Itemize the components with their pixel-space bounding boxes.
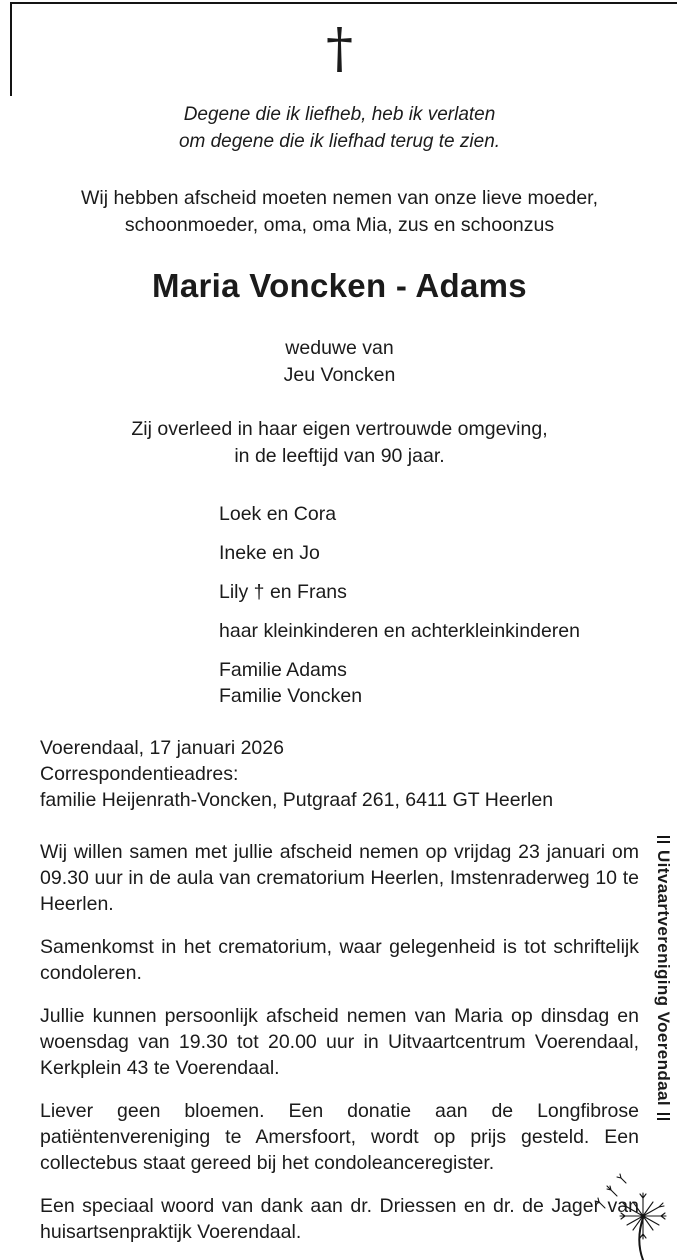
family-list: [219, 501, 639, 709]
family-member: Familie Voncken: [219, 685, 363, 707]
border-top-line: [10, 2, 677, 4]
paragraph-donation: Liever geen bloemen. Een donatie aan de Longfibrose patiëntenvereniging te Amersfoort, wordt op prijs gesteld. Een collectebus staat gereed bij het condoleanceregister.: [40, 1100, 639, 1174]
paragraph-thanks: Een speciaal woord van dank aan dr. Driessen en dr. de Jager van huisartsenpraktijk Voerendaal.: [40, 1195, 639, 1243]
family-member: Lily † en Frans: [219, 581, 347, 603]
family-member: Loek en Cora: [219, 503, 337, 525]
correspondence-address: familie Heijenrath-Voncken, Putgraaf 261, 6411 GT Heerlen: [40, 789, 554, 811]
passing-line-2: in de leeftijd van 90 jaar.: [234, 445, 445, 467]
dandelion-logo-icon: [577, 1168, 677, 1260]
epigraph-line-1: Degene die ik liefheb, heb ik verlaten: [183, 104, 496, 125]
family-member: Familie Adams: [219, 659, 347, 681]
side-dash-bottom-1: [657, 1113, 670, 1115]
side-column: [651, 834, 675, 1122]
cross-icon: †: [326, 17, 353, 80]
paragraph-visitation: Jullie kunnen persoonlijk afscheid nemen van Maria op dinsdag en woensdag van 19.30 tot 20.00 uur in Uitvaartcentrum Voerendaal, Kerkplein 43 te Voerendaal.: [40, 1005, 639, 1079]
place-and-date: Voerendaal, 17 januari 2026: [40, 737, 284, 759]
paragraph-condolence: Samenkomst in het crematorium, waar gelegenheid is tot schriftelijk condoleren.: [40, 936, 639, 984]
correspondence-label: Correspondentieadres:: [40, 763, 239, 785]
intro-text: [40, 185, 639, 239]
funeral-association-name: Uitvaartvereniging Voerendaal: [654, 850, 673, 1106]
epigraph-line-2: om degene die ik liefhad terug te zien.: [178, 131, 501, 152]
intro-line-2: schoonmoeder, oma, oma Mia, zus en schoonzus: [124, 214, 555, 236]
deceased-name: Maria Voncken - Adams: [152, 267, 527, 304]
side-dash-top-2: [657, 841, 670, 843]
dateline-block: [40, 735, 639, 813]
widow-label: weduwe van: [285, 337, 394, 359]
paragraph-funeral: Wij willen samen met jullie afscheid nemen op vrijdag 23 januari om 09.30 uur in de aula van crematorium Heerlen, Imstenraderweg 10 te Heerlen.: [40, 841, 639, 915]
side-dash-top-1: [657, 836, 670, 838]
epigraph: [40, 101, 639, 155]
passing-line-1: Zij overleed in haar eigen vertrouwde omgeving,: [131, 418, 548, 440]
passing-text: [40, 416, 639, 470]
border-left-line: [10, 2, 12, 96]
spouse-name: Jeu Voncken: [283, 364, 396, 386]
announcement-paragraphs: [40, 839, 639, 1245]
family-member: Ineke en Jo: [219, 542, 320, 564]
obituary-content: [0, 17, 677, 1245]
family-member: haar kleinkinderen en achterkleinkinderen: [219, 620, 580, 642]
intro-line-1: Wij hebben afscheid moeten nemen van onze lieve moeder,: [80, 187, 599, 209]
widow-of: [40, 335, 639, 389]
side-dash-bottom-2: [657, 1118, 670, 1120]
